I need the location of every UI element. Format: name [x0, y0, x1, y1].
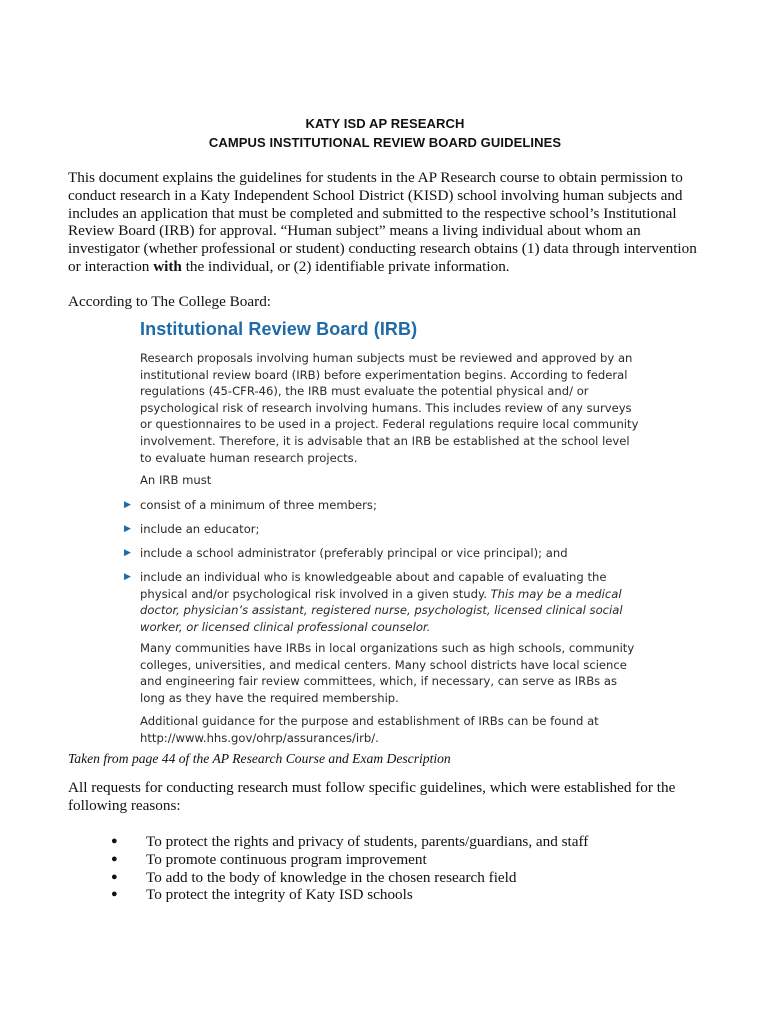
- document-title-line2: CAMPUS INSTITUTIONAL REVIEW BOARD GUIDELINES: [208, 135, 562, 150]
- triangle-right-icon: ▶: [124, 524, 131, 534]
- irb-requirement-text: consist of a minimum of three members;: [140, 498, 377, 512]
- irb-requirement-plain: include an individual who is knowledgeable about and capable of evaluating the physical and/or psychological risk involved in a given study.: [140, 570, 607, 601]
- irb-requirement-item: [124, 569, 640, 635]
- bullet-dot-icon: ●: [111, 852, 118, 865]
- bullet-dot-icon: ●: [111, 888, 118, 901]
- irb-requirement-text: include a school administrator (preferably principal or vice principal); and: [140, 546, 568, 560]
- college-board-excerpt: [124, 319, 640, 745]
- irb-requirement-item: [124, 545, 640, 562]
- excerpt-paragraph-1: Research proposals involving human subjects must be reviewed and approved by an institutional review board (IRB) before experimentation begins. According to federal regulations (45-CFR-46), the IRB must evaluate the potential physical and/ or psychological risk of research involving humans. This includes review of any surveys or questionnaires to be used in a project. Federal regulations require local community involvement. Therefore, it is advisable that an IRB be established at the school level to evaluate human research projects.: [140, 351, 639, 465]
- irb-must-label: An IRB must: [140, 473, 212, 487]
- source-note: Taken from page 44 of the AP Research Course and Exam Description: [68, 751, 451, 766]
- bullet-dot-icon: ●: [111, 835, 118, 847]
- list-item: [106, 833, 588, 851]
- reason-text: To protect the rights and privacy of students, parents/guardians, and staff: [146, 833, 589, 850]
- irb-requirement-text: [140, 569, 640, 635]
- list-item: [106, 869, 588, 887]
- excerpt-heading: Institutional Review Board (IRB): [140, 319, 418, 339]
- excerpt-paragraph-3: Additional guidance for the purpose and establishment of IRBs can be found at http://www.hhs.gov/ohrp/assurances/irb/.: [140, 714, 599, 745]
- irb-requirement-item: [124, 497, 640, 514]
- irb-requirement-item: [124, 521, 640, 538]
- list-item: [106, 851, 588, 869]
- intro-text-end: the individual, or (2) identifiable private information.: [181, 257, 510, 275]
- reasons-list: [106, 833, 588, 904]
- triangle-right-icon: ▶: [124, 548, 131, 558]
- irb-requirement-text: include an educator;: [140, 522, 260, 536]
- reason-text: To add to the body of knowledge in the chosen research field: [146, 868, 517, 886]
- intro-text-start: This document explains the guidelines for students in the AP Research course to obtain permission to conduct research in a Katy Independent School District (KISD) school involving human subjects and includes an application that must be completed and submitted to the respective school’s Institutional Review Board (IRB) for approval. “Human subject” means a living individual about whom an investigator (whether professional or student) conducting research obtains (1) data through intervention or interaction: [68, 169, 697, 275]
- bullet-dot-icon: ●: [111, 870, 118, 883]
- reason-text: To promote continuous program improvement: [146, 850, 427, 868]
- reason-text: To protect the integrity of Katy ISD schools: [146, 886, 413, 904]
- triangle-right-icon: ▶: [124, 500, 131, 510]
- intro-bold-word: with: [153, 257, 182, 275]
- according-line: According to The College Board:: [68, 293, 272, 310]
- requests-paragraph: All requests for conducting research must follow specific guidelines, which were established for the following reasons:: [68, 779, 676, 814]
- irb-requirement-italic: This may be a medical doctor, physician’s assistant, registered nurse, psychologist, licensed clinical social worker, or licensed clinical professional counselor.: [140, 586, 623, 634]
- excerpt-paragraph-2: Many communities have IRBs in local organizations such as high schools, community colleges, universities, and medical centers. Many school districts have local science and engineering fair review committees, which, if necessary, can serve as IRBs as long as they have the required membership.: [140, 641, 635, 705]
- intro-paragraph: [68, 169, 708, 276]
- document-title-line1: KATY ISD AP RESEARCH: [305, 116, 465, 131]
- triangle-right-icon: ▶: [124, 572, 131, 582]
- list-item: [106, 886, 588, 904]
